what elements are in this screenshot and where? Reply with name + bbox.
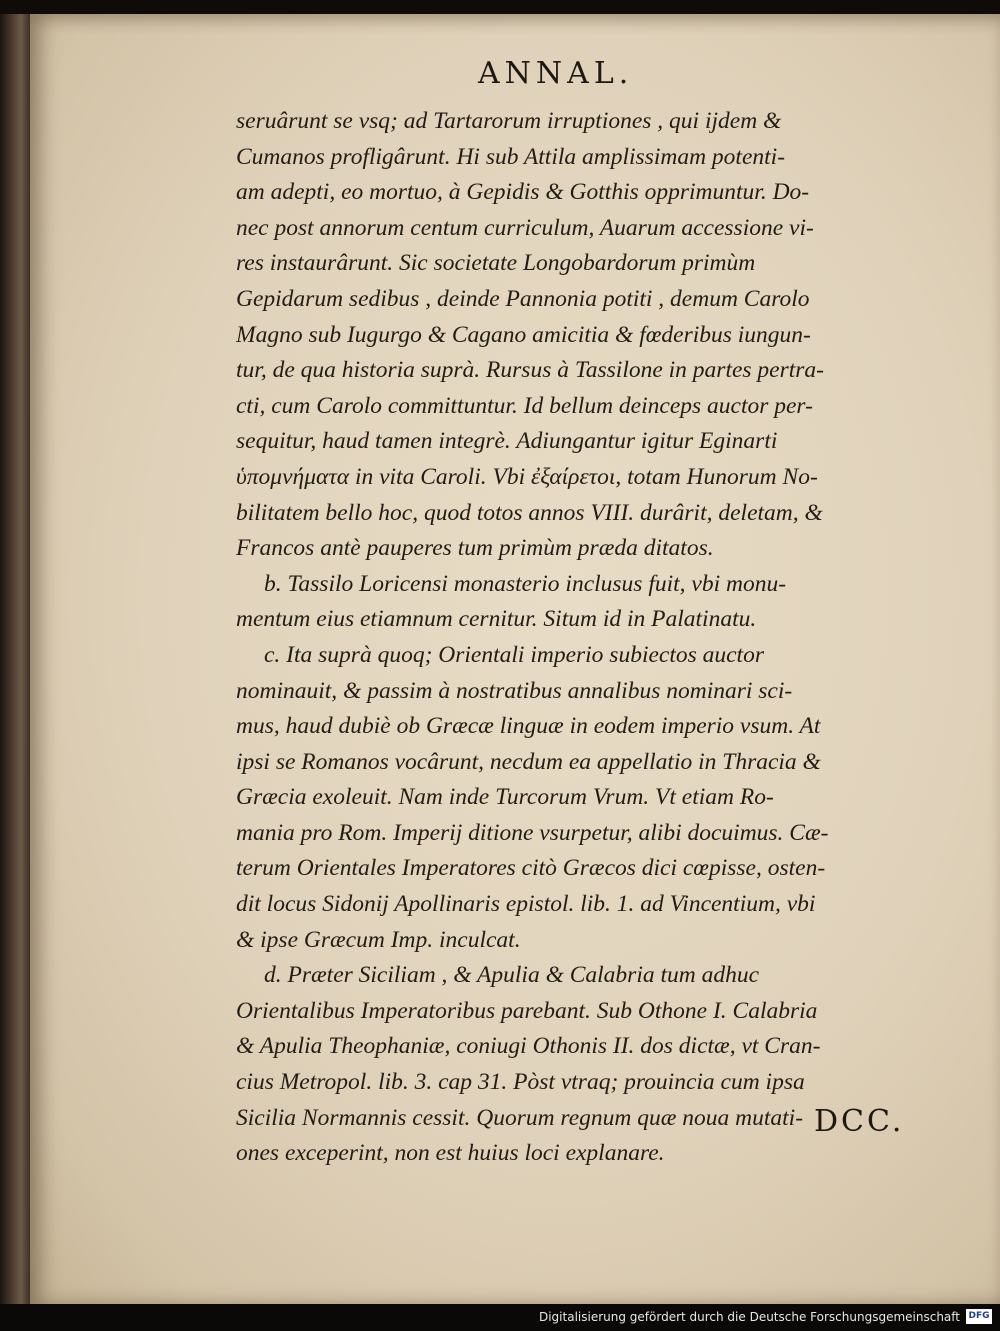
text-line: cius Metropol. lib. 3. cap 31. Pòst vtraq; prouincia cum ipsa <box>236 1069 805 1096</box>
funding-credit: Digitalisierung gefördert durch die Deutsche Forschungsgemeinschaft <box>538 1310 960 1324</box>
top-edge <box>0 0 1000 14</box>
text-line: Græcia exoleuit. Nam inde Turcorum Vrum. Vt etiam Ro- <box>236 784 774 811</box>
text-line: Sicilia Normannis cessit. Quorum regnum quæ noua mutati- <box>236 1104 804 1131</box>
text-line: Orientalibus Imperatoribus parebant. Sub Othone I. Calabria <box>236 997 818 1024</box>
text-line: ones exceperint, non est huius loci explanare. <box>236 1140 665 1167</box>
text-line: seruârunt se vsq; ad Tartarorum irruptiones , qui ijdem & <box>236 108 782 134</box>
text-line: mania pro Rom. Imperij ditione vsurpetur, alibi docuimus. Cæ- <box>236 819 829 846</box>
text-line: ipsi se Romanos vocârunt, necdum ea appellatio in Thracia & <box>236 748 821 775</box>
dfg-logo: DFG <box>966 1309 992 1324</box>
text-line: cti, cum Carolo committuntur. Id bellum deinceps auctor per- <box>236 392 813 419</box>
text-line: Cumanos profligârunt. Hi sub Attila amplissimam potenti- <box>236 143 786 170</box>
text-line: Magno sub Iugurgo & Cagano amicitia & fœderibus iungun- <box>236 321 811 348</box>
text-line: & ipse Græcum Imp. inculcat. <box>236 926 521 953</box>
text-line: Gepidarum sedibus , deinde Pannonia potiti , demum Carolo <box>236 285 810 312</box>
text-line: nec post annorum centum curriculum, Auarum accessione vi- <box>236 214 814 241</box>
text-line: res instaurârunt. Sic societate Longobardorum primùm <box>236 250 756 277</box>
catchword: DCC. <box>814 1104 905 1139</box>
text-line: terum Orientales Imperatores citò Græcos dici cœpisse, osten- <box>236 855 826 882</box>
text-line: c. Ita suprà quoq; Orientali imperio subiectos auctor <box>264 641 764 668</box>
text-line: Francos antè pauperes tum primùm præda ditatos. <box>236 535 714 562</box>
text-line: & Apulia Theophaniæ, coniugi Othonis II. dos dictæ, vt Cran- <box>236 1033 821 1060</box>
text-line: tur, de qua historia suprà. Rursus à Tassilone in partes pertra- <box>236 357 825 384</box>
text-line: am adepti, eo mortuo, à Gepidis & Gotthis opprimuntur. Do- <box>236 179 810 206</box>
running-header: ANNAL. <box>478 56 634 91</box>
text-line: ὑπομνήματα in vita Caroli. Vbi ἐξαίρετοι, totam Hunorum No- <box>236 463 818 490</box>
text-line: mus, haud dubiè ob Græcæ linguæ in eodem imperio vsum. At <box>236 713 821 740</box>
book-spine-edge <box>0 14 30 1304</box>
text-line: bilitatem bello hoc, quod totos annos VIII. durârit, deletam, & <box>236 499 823 526</box>
text-line: dit locus Sidonij Apollinaris epistol. lib. 1. ad Vincentium, vbi <box>236 891 816 918</box>
text-line: nominauit, & passim à nostratibus annalibus nominari sci- <box>236 677 793 704</box>
text-line: mentum eius etiamnum cernitur. Situm id in Palatinatu. <box>236 606 757 633</box>
page-body-text <box>236 104 916 1172</box>
text-line: b. Tassilo Loricensi monasterio inclusus fuit, vbi monu- <box>264 570 787 597</box>
text-line: sequitur, haud tamen integrè. Adiungantur igitur Eginarti <box>236 428 778 455</box>
text-line: d. Præter Siciliam , & Apulia & Calabria tum adhuc <box>264 962 760 989</box>
